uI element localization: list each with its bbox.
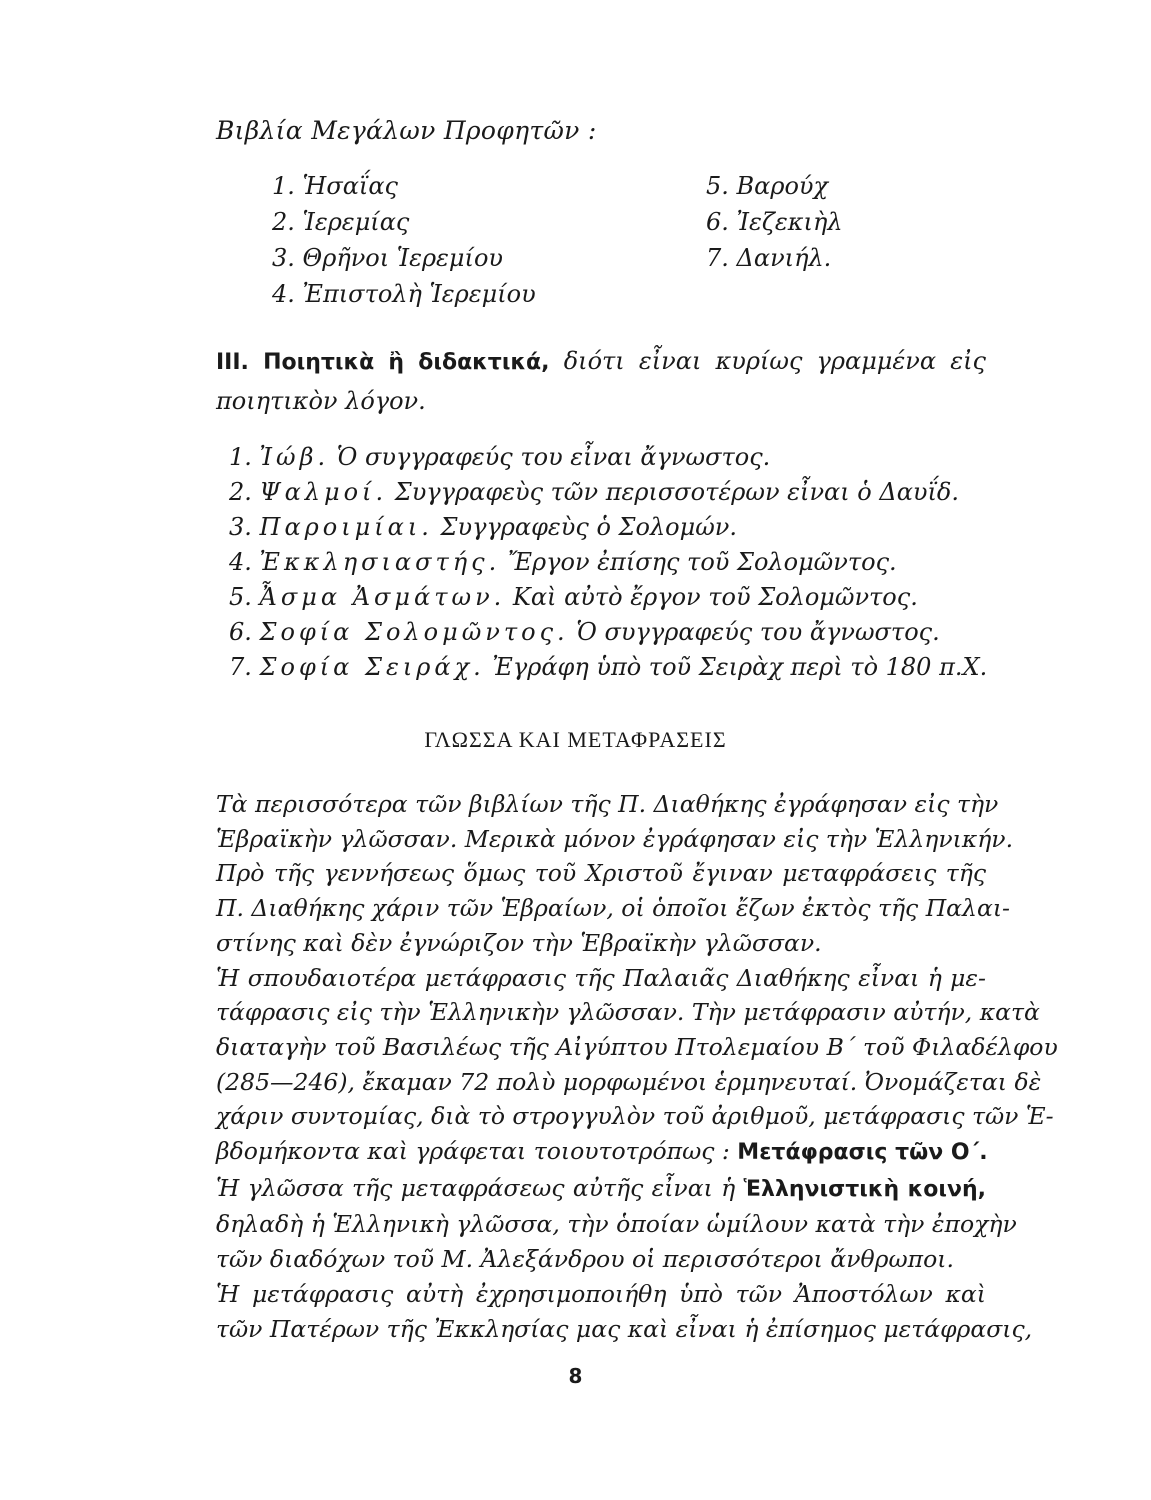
item-title: Ψαλμοί.: [259, 478, 388, 506]
text-line: Ἡ σπουδαιοτέρα μετάφρασις τῆς Παλαιᾶς Διαθήκης εἶναι ἡ με-: [216, 963, 986, 992]
section-iii: [216, 342, 986, 420]
item-title: Ἰώβ.: [259, 443, 330, 471]
body-text: [216, 787, 1058, 1346]
text-line: τῶν Πατέρων τῆς Ἐκκλησίας μας καὶ εἶναι ἡ ἐπίσημος μετάφρασις,: [216, 1314, 1033, 1343]
prophet-item: 7. Δανιήλ.: [706, 244, 832, 272]
item-description: Ἐγράφη ὑπὸ τοῦ Σειρὰχ περὶ τὸ 180 π.Χ.: [492, 653, 988, 681]
item-number: 4.: [229, 548, 252, 576]
item-number: 7.: [229, 653, 252, 681]
bold-term: Ἑλληνιστικὴ κοινή,: [743, 1176, 986, 1202]
text-segment: Ἡ γλῶσσα τῆς μεταφράσεως αὐτῆς εἶναι ἡ: [216, 1173, 736, 1202]
text-line: Ἑβραϊκὴν γλῶσσαν. Μερικὰ μόνον ἐγράφησαν εἰς τὴν Ἑλληνικήν.: [216, 824, 1014, 853]
item-title: Σοφία Σειράχ.: [259, 653, 485, 681]
poetic-book-item: [229, 478, 959, 506]
text-line: Π. Διαθήκης χάριν τῶν Ἑβραίων, οἱ ὁποῖοι ἔζων ἐκτὸς τῆς Παλαι-: [216, 894, 1010, 923]
item-title: Σοφία Σολομῶντος.: [259, 618, 569, 646]
text-line: Ἡ μετάφρασις αὐτὴ ἐχρησιμοποιήθη ὑπὸ τῶν Ἀποστόλων καὶ: [216, 1279, 986, 1308]
text-line: δηλαδὴ ἡ Ἑλληνικὴ γλῶσσα, τὴν ὁποίαν ὡμίλουν κατὰ τὴν ἐποχὴν: [216, 1210, 1017, 1239]
item-description: Καὶ αὐτὸ ἔργον τοῦ Σολομῶντος.: [512, 583, 918, 611]
prophet-item: 5. Βαρούχ: [706, 172, 829, 200]
poetic-book-item: [229, 443, 770, 471]
item-number: 2.: [229, 478, 252, 506]
item-title: Ἐκκλησιαστής.: [259, 548, 501, 576]
prophet-item: 2. Ἱερεμίας: [272, 208, 410, 236]
poetic-book-item: [229, 583, 918, 611]
prophet-item: 1. Ἡσαΐας: [272, 172, 398, 200]
text-line: (285—246), ἔκαμαν 72 πολὺ μορφωμένοι ἑρμηνευταί. Ὀνομάζεται δὲ: [216, 1067, 1042, 1096]
text-line: Πρὸ τῆς γεννήσεως ὅμως τοῦ Χριστοῦ ἔγιναν μεταφράσεις τῆς: [216, 859, 986, 888]
item-number: 5.: [229, 583, 252, 611]
item-description: Ὁ συγγραφεύς του ἄγνωστος.: [576, 618, 940, 646]
poetic-book-item: [229, 513, 737, 541]
prophet-item: 6. Ἰεζεκιὴλ: [706, 208, 843, 236]
item-title: Παροιμίαι.: [259, 513, 433, 541]
item-title: Ἆσμα Ἀσμάτων.: [259, 583, 506, 611]
text-line: τῶν διαδόχων τοῦ Μ. Ἀλεξάνδρου οἱ περισσότεροι ἄνθρωποι.: [216, 1245, 954, 1274]
item-description: Συγγραφεὺς ὁ Σολομών.: [440, 513, 737, 541]
text-line: στίνης καὶ δὲν ἐγνώριζον τὴν Ἑβραϊκὴν γλῶσσαν.: [216, 928, 822, 957]
item-number: 1.: [229, 443, 252, 471]
section-description: διότι εἶναι κυρίως γραμμένα εἰς ποιητικὸν λόγον.: [216, 347, 986, 415]
section-number: III.: [216, 350, 249, 375]
prophet-item: 4. Ἐπιστολὴ Ἱερεμίου: [272, 280, 536, 308]
page-number: 8: [568, 1364, 583, 1388]
text-segment: βδομήκοντα καὶ γράφεται τοιουτοτρόπως :: [216, 1137, 730, 1166]
text-line: διαταγὴν τοῦ Βασιλέως τῆς Αἰγύπτου Πτολεμαίου Β΄ τοῦ Φιλαδέλφου: [216, 1032, 1058, 1061]
books-heading: Βιβλία Μεγάλων Προφητῶν :: [216, 116, 597, 145]
item-description: Ἔργον ἐπίσης τοῦ Σολομῶντος.: [507, 548, 897, 576]
text-line: Τὰ περισσότερα τῶν βιβλίων τῆς Π. Διαθήκης ἐγράφησαν εἰς τὴν: [216, 790, 999, 818]
item-description: Συγγραφεὺς τῶν περισσοτέρων εἶναι ὁ Δαυΐδ.: [394, 478, 959, 506]
text-line: χάριν συντομίας, διὰ τὸ στρογγυλὸν τοῦ ἀριθμοῦ, μετάφρασις τῶν Ἑ-: [216, 1102, 1054, 1131]
text-line: [216, 1134, 986, 1171]
poetic-book-item: [229, 653, 987, 681]
item-number: 3.: [229, 513, 252, 541]
poetic-book-item: [229, 548, 897, 576]
prophet-item: 3. Θρῆνοι Ἱερεμίου: [272, 244, 503, 272]
section-title-bold: Ποιητικὰ ἢ διδακτικά,: [263, 350, 550, 375]
text-line: τάφρασις εἰς τὴν Ἑλληνικὴν γλῶσσαν. Τὴν μετάφρασιν αὐτήν, κατὰ: [216, 998, 1040, 1027]
bold-term: Μετάφρασις τῶν Ο΄.: [737, 1140, 988, 1166]
text-line: [216, 1171, 986, 1208]
item-number: 6.: [229, 618, 252, 646]
poetic-book-item: [229, 618, 940, 646]
section-heading: ΓΛΩΣΣΑ ΚΑΙ ΜΕΤΑΦΡΑΣΕΙΣ: [424, 727, 727, 752]
item-description: Ὁ συγγραφεύς του εἶναι ἄγνωστος.: [336, 443, 771, 471]
